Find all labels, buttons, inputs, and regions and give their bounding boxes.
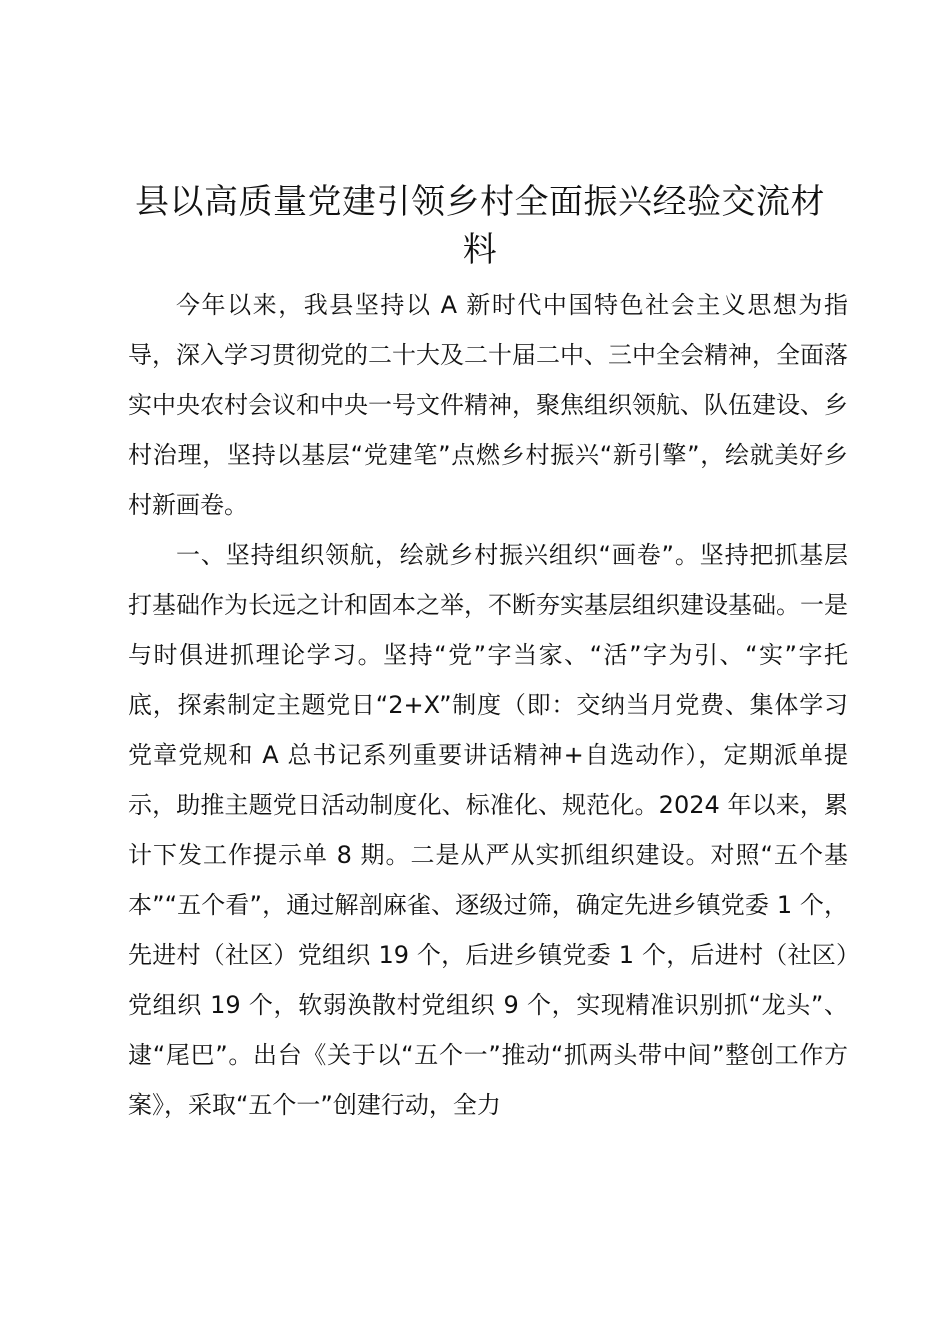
document-title: 县以高质量党建引领乡村全面振兴经验交流材料 [135, 182, 825, 270]
paragraph-section-one: 一、坚持组织领航，绘就乡村振兴组织“画卷”。坚持把抓基层打基础作为长远之计和固本之举，不断夯实基层组织建设基础。一是与时俱进抓理论学习。坚持“党”字当家、“活”字为引、“实”字托底，探索制定主题党日“2+X”制度（即：交纳当月党费、集体学习党章党规和 A 总书记系列重要讲话精神+自选动作），定期派单提示，助推主题党日活动制度化、标准化、规范化。2024 年以来，累计下发工作提示单 8 期。二是从严从实抓组织建设。对照“五个基本”“五个看”，通过解剖麻雀、逐级过筛，确定先进乡镇党委 1 个，先进村（社区）党组织 19 个，后进乡镇党委 1 个，后进村（社区）党组织 19 个，软弱涣散村党组织 9 个，实现精准识别抓“龙头”、逮“尾巴”。出台《关于以“五个一”推动“抓两头带中间”整创工作方案》，采取“五个一”创建行动，全力 [128, 541, 848, 1119]
document-body [128, 280, 848, 1130]
paragraph-intro: 今年以来，我县坚持以 A 新时代中国特色社会主义思想为指导，深入学习贯彻党的二十大及二十届二中、三中全会精神，全面落实中央农村会议和中央一号文件精神，聚焦组织领航、队伍建设、乡村治理，坚持以基层“党建笔”点燃乡村振兴“新引擎”，绘就美好乡村新画卷。 [128, 291, 848, 519]
